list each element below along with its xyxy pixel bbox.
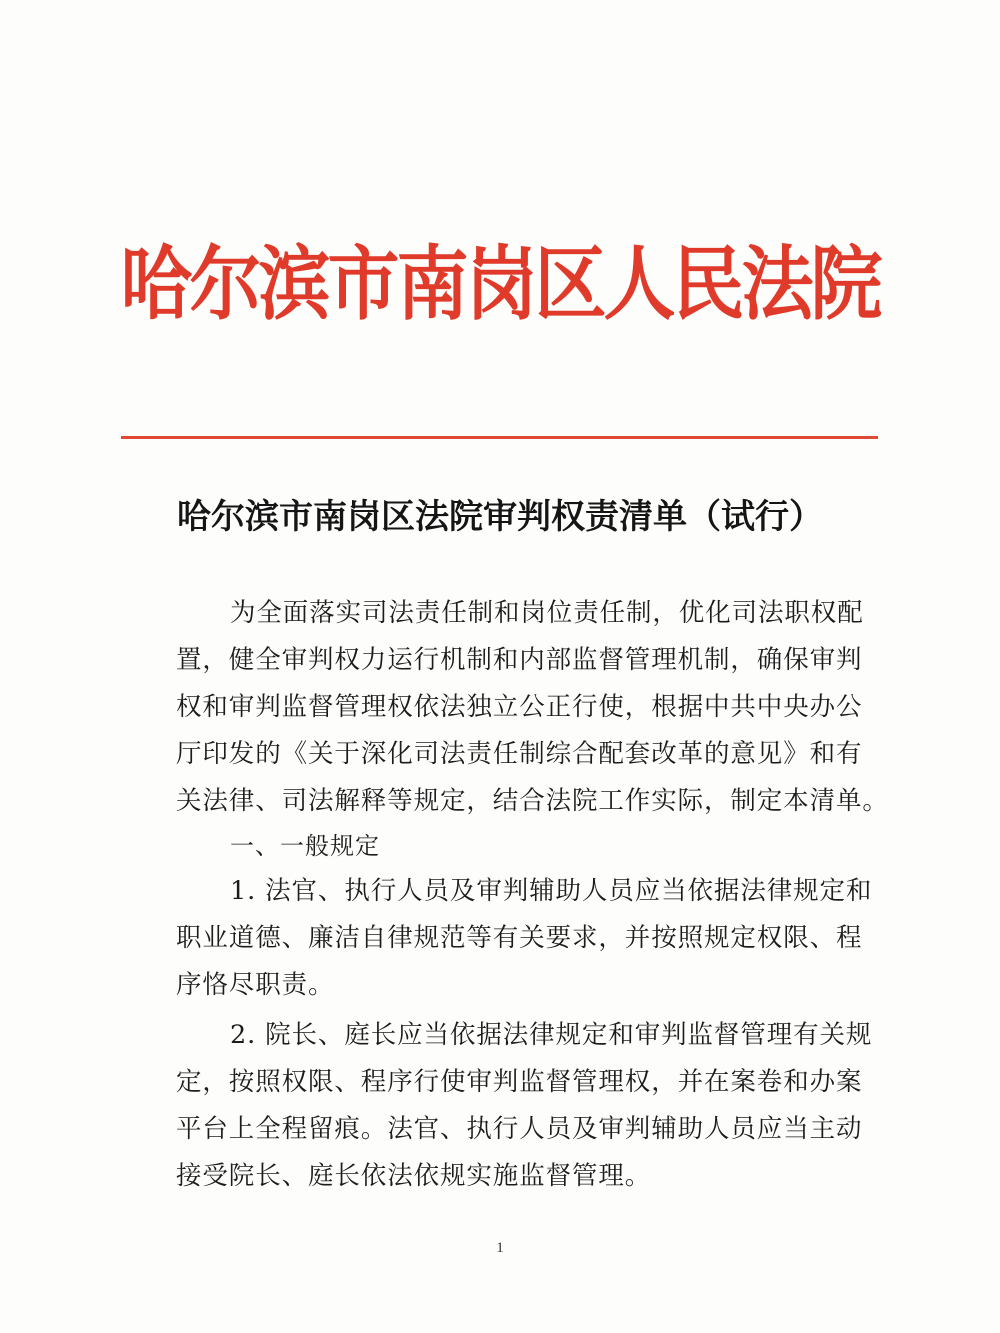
item-1-line: 序恪尽职责。: [176, 970, 335, 1000]
item-1-line: 职业道德、廉洁自律规范等有关要求，并按照规定权限、程: [176, 923, 863, 953]
item-2-line: 接受院长、庭长依法依规实施监督管理。: [176, 1161, 652, 1191]
organization-header: 哈尔滨市南岗区人民法院: [120, 235, 880, 332]
page-number: 1: [496, 1240, 504, 1256]
intro-line: 权和审判监督管理权依法独立公正行使，根据中共中央办公: [176, 692, 863, 722]
item-1-line: 1. 法官、执行人员及审判辅助人员应当依据法律规定和: [230, 876, 873, 906]
intro-line: 厅印发的《关于深化司法责任制综合配套改革的意见》和有: [176, 739, 863, 769]
red-separator-line: [121, 436, 878, 439]
document-title: 哈尔滨市南岗区法院审判权责清单（试行）: [177, 497, 823, 537]
intro-line: 为全面落实司法责任制和岗位责任制，优化司法职权配: [230, 598, 864, 628]
intro-line: 置，健全审判权力运行机制和内部监督管理机制，确保审判: [176, 645, 863, 675]
intro-line: 关法律、司法解释等规定，结合法院工作实际，制定本清单。: [176, 786, 889, 816]
section-heading-text: 一、一般规定: [230, 832, 380, 860]
item-2-line: 平台上全程留痕。法官、执行人员及审判辅助人员应当主动: [176, 1114, 863, 1144]
item-2-line: 定，按照权限、程序行使审判监督管理权，并在案卷和办案: [176, 1067, 863, 1097]
item-2-line: 2. 院长、庭长应当依据法律规定和审判监督管理有关规: [230, 1020, 873, 1050]
